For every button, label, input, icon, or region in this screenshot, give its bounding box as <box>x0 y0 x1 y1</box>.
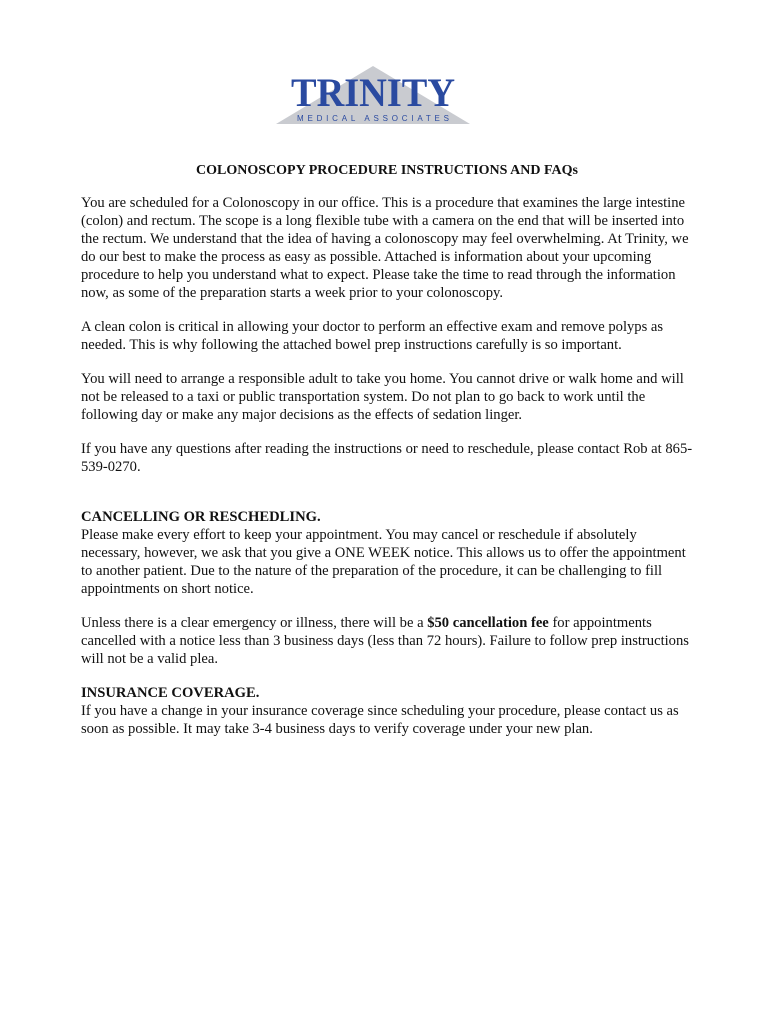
cancel-paragraph-2 <box>81 614 693 668</box>
cancel-text-after: for appointments cancelled with a notice less than 3 business days (less than 72 hours). Failure to follow prep instructions will not be a valid plea. <box>81 615 689 667</box>
insurance-section <box>81 684 693 738</box>
logo-name: TRINITY <box>291 70 456 115</box>
intro-paragraph-1: You are scheduled for a Colonoscopy in our office. This is a procedure that examines the large intestine (colon) and rectum. The scope is a long flexible tube with a camera on the end that will be inserted into the rectum. We understand that the idea of having a colonoscopy may feel overwhelming. At Trinity, we do our best to make the process as easy as possible. Attached is information about your upcoming procedure to help you understand what to expect. Please take the time to read through the information now, as some of the preparation starts a week prior to your colonoscopy. <box>81 195 689 301</box>
document-body <box>81 162 693 754</box>
document-title: COLONOSCOPY PROCEDURE INSTRUCTIONS AND FAQs <box>196 163 578 178</box>
cancel-text-before: Unless there is a clear emergency or illness, there will be a <box>81 615 428 631</box>
trinity-logo <box>276 66 470 124</box>
intro-paragraph-3: You will need to arrange a responsible adult to take you home. You cannot drive or walk home and will not be released to a taxi or public transportation system. Do not plan to go back to work until the following day or make any major decisions as the effects of sedation linger. <box>81 371 684 423</box>
trinity-logo-mark <box>276 66 470 124</box>
cancel-paragraph-1: Please make every effort to keep your appointment. You may cancel or reschedule if absolutely necessary, however, we ask that you give a ONE WEEK notice. This allows us to offer the appointment to another patient. Due to the nature of the preparation of the procedure, it can be challenging to fill appointments on short notice. <box>81 527 686 597</box>
cancellation-fee: $50 cancellation fee <box>427 615 549 631</box>
cancel-section <box>81 508 693 668</box>
insurance-paragraph: If you have a change in your insurance coverage since scheduling your procedure, please contact us as soon as possible. It may take 3-4 business days to verify coverage under your new plan. <box>81 703 679 737</box>
insurance-heading: INSURANCE COVERAGE. <box>81 685 260 701</box>
intro-paragraph-4: If you have any questions after reading the instructions or need to reschedule, please contact Rob at 865-539-0270. <box>81 441 693 475</box>
logo-tagline: MEDICAL ASSOCIATES <box>297 114 449 123</box>
cancel-heading: CANCELLING OR RESCHEDLING. <box>81 509 321 525</box>
intro-paragraph-2: A clean colon is critical in allowing your doctor to perform an effective exam and remove polyps as needed. This is why following the attached bowel prep instructions carefully is so important. <box>81 319 664 353</box>
